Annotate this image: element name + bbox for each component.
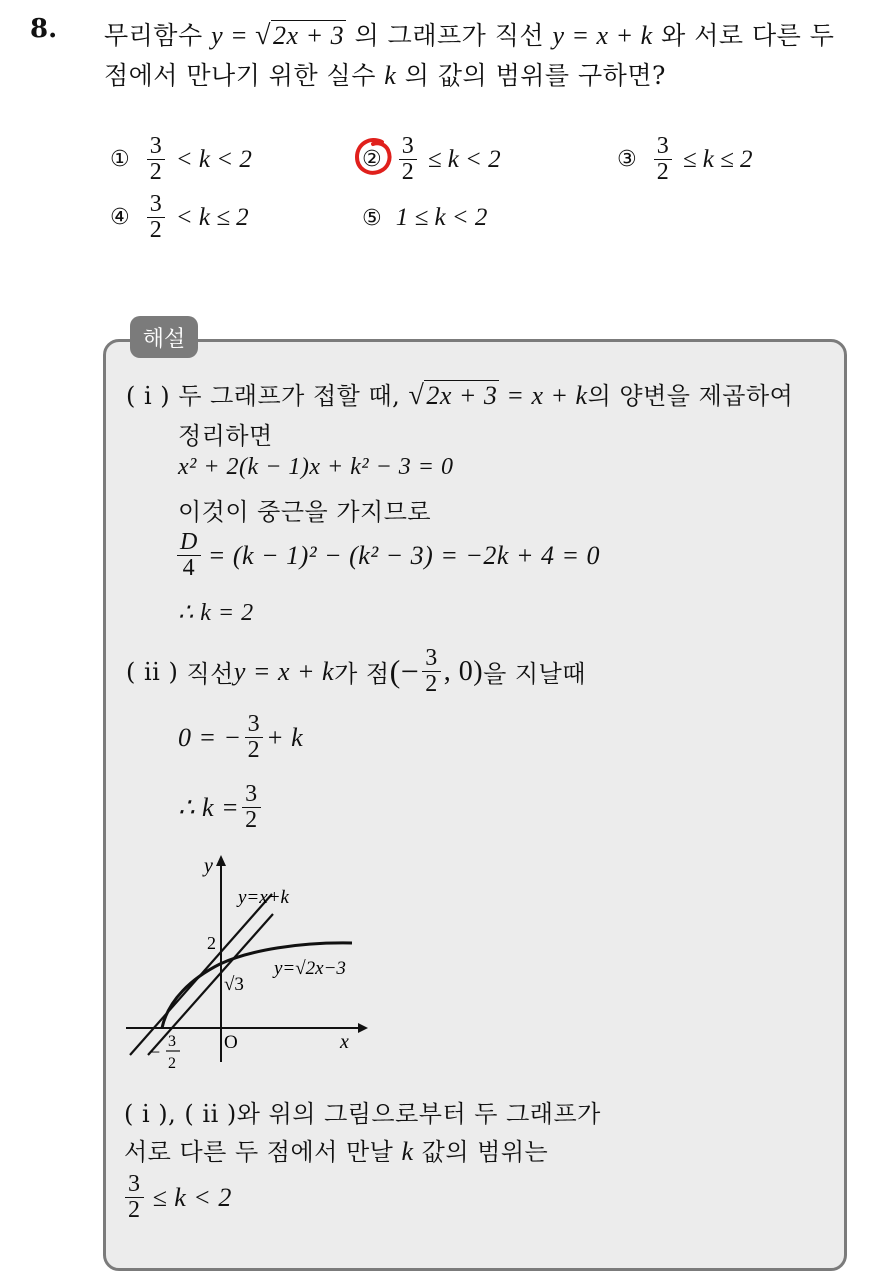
case-ii-eq-b: + k xyxy=(266,722,304,752)
solution-i-line1 xyxy=(126,376,793,412)
point-suffix: , 0) xyxy=(443,655,484,687)
neg-frac-den: 2 xyxy=(168,1055,176,1072)
solution-i-line2: 정리하면 xyxy=(178,422,273,450)
solution-ii-equation xyxy=(178,712,303,763)
solution-ii-result xyxy=(178,782,264,833)
question-text-1c: 와 서로 다른 두 xyxy=(652,21,835,50)
sqrt-expression xyxy=(255,20,346,52)
conclusion-inequality: ≤ k < 2 xyxy=(152,1182,232,1212)
point-fraction xyxy=(422,646,441,697)
fraction-denominator: 4 xyxy=(182,555,196,582)
fraction-denominator: 2 xyxy=(149,159,162,186)
fraction-denominator: 2 xyxy=(425,671,438,698)
conclusion-answer xyxy=(122,1172,232,1223)
discriminant-equation: = (k − 1)² − (k² − 3) = −2k + 4 = 0 xyxy=(207,540,601,570)
case-i-radicand: 2x + 3 xyxy=(426,381,498,410)
fraction-denominator: 2 xyxy=(401,159,414,186)
option-5[interactable] xyxy=(362,204,487,232)
solution-ii-line1 xyxy=(126,646,586,697)
question-text-2a: 점에서 만나기 위한 실수 xyxy=(104,61,385,90)
fraction-denominator: 2 xyxy=(149,217,162,244)
fraction-numerator: 3 xyxy=(147,192,165,218)
fraction-numerator: 3 xyxy=(654,134,672,160)
option-3-number: ③ xyxy=(617,147,637,173)
case-ii-eq-a: 0 = − xyxy=(178,722,242,752)
case-ii-line-equation: y = x + k xyxy=(233,656,335,686)
case-ii-result-fraction xyxy=(242,782,261,833)
case-ii-eq-fraction xyxy=(245,712,264,763)
origin-label: O xyxy=(224,1032,238,1053)
option-4-number: ④ xyxy=(110,205,130,231)
fraction-numerator: 3 xyxy=(125,1172,144,1198)
conclusion-line1: ( i ), ( ii )와 위의 그림으로부터 두 그래프가 xyxy=(124,1100,601,1128)
case-ii-text-a: 직선 xyxy=(186,660,234,689)
y-axis-label: y xyxy=(204,855,213,877)
option-1-number: ① xyxy=(110,147,130,173)
case-ii-label: ( ii ) xyxy=(126,657,179,686)
line-equation: y = x + k xyxy=(552,21,653,50)
option-2-fraction xyxy=(399,134,417,185)
radicand: 2x + 3 xyxy=(273,21,345,50)
option-4-inequality: < k ≤ 2 xyxy=(175,203,249,231)
conclusion-var-k: k xyxy=(401,1137,414,1166)
conclusion-text-a: 서로 다른 두 점에서 만날 xyxy=(124,1138,402,1166)
question-number: 8. xyxy=(30,14,58,44)
option-3-fraction xyxy=(654,134,672,185)
conclusion-fraction xyxy=(125,1172,144,1223)
case-i-label: ( i ) xyxy=(126,382,171,410)
case-i-sqrt xyxy=(408,380,499,412)
fraction-denominator: 2 xyxy=(128,1197,141,1224)
answer-circle-mark xyxy=(352,134,396,178)
y-axis-arrow xyxy=(216,855,226,866)
fraction-denominator: 2 xyxy=(247,737,261,764)
option-2-number: ② xyxy=(362,147,382,173)
option-5-number: ⑤ xyxy=(362,205,382,231)
question-line-1 xyxy=(104,16,834,52)
case-i-text-c: 의 양변을 제곱하여 xyxy=(587,382,794,410)
option-4-fraction xyxy=(147,192,165,243)
fraction-numerator: 3 xyxy=(399,134,417,160)
case-i-equation: = x + k xyxy=(499,381,588,410)
solution-i-discriminant xyxy=(174,530,600,581)
case-i-text-a: 두 그래프가 접할 때, xyxy=(178,382,409,410)
fraction-denominator: 2 xyxy=(245,807,258,834)
tick-label-2: 2 xyxy=(207,933,216,953)
fraction-numerator: 3 xyxy=(242,782,261,808)
option-1[interactable] xyxy=(110,134,252,185)
option-3-inequality: ≤ k ≤ 2 xyxy=(682,145,753,173)
fraction-numerator: 3 xyxy=(422,646,441,672)
solution-tab: 해설 xyxy=(130,316,198,358)
option-5-inequality: 1 ≤ k < 2 xyxy=(395,204,488,231)
x-axis-label: x xyxy=(340,1031,349,1053)
conclusion-text-b: 값의 범위는 xyxy=(413,1138,549,1166)
question-text-1a: 무리함수 xyxy=(104,21,212,50)
line-label: y=x+k xyxy=(238,887,289,908)
option-1-inequality: < k < 2 xyxy=(175,145,252,173)
option-3[interactable] xyxy=(617,134,753,185)
point-prefix: (− xyxy=(389,653,420,690)
conclusion-line2 xyxy=(124,1132,548,1167)
question-text-2b: 의 값의 범위를 구하면? xyxy=(396,61,666,90)
x-axis-arrow xyxy=(358,1023,368,1033)
case-ii-text-c: 을 지날때 xyxy=(483,660,586,689)
function-lhs: y = xyxy=(211,21,256,50)
fraction-numerator: D xyxy=(177,530,201,556)
radical-sign: √ xyxy=(408,380,425,411)
fraction-denominator: 2 xyxy=(656,159,669,186)
option-4[interactable] xyxy=(110,192,249,243)
curve-label: y=√2x−3 xyxy=(274,958,346,979)
neg-frac-num: 3 xyxy=(168,1033,176,1050)
fraction-numerator: 3 xyxy=(245,712,264,738)
tick-label-sqrt3: √3 xyxy=(224,974,244,995)
discriminant-fraction xyxy=(177,530,201,581)
variable-k: k xyxy=(384,61,397,90)
case-ii-text-b: 가 점 xyxy=(334,660,390,689)
question-text-1b: 의 그래프가 직선 xyxy=(346,21,553,50)
solution-i-result: ∴ k = 2 xyxy=(178,600,254,626)
radical-sign: √ xyxy=(255,20,272,51)
case-ii-result-a: ∴ k = xyxy=(178,792,240,822)
solution-graph xyxy=(120,850,380,1080)
question-line-2 xyxy=(104,56,666,92)
option-1-fraction xyxy=(147,134,165,185)
solution-i-line4: 이것이 중근을 가지므로 xyxy=(178,498,432,526)
neg-sign: − xyxy=(150,1042,161,1062)
option-2-inequality: ≤ k < 2 xyxy=(427,145,501,173)
solution-i-quadratic: x² + 2(k − 1)x + k² − 3 = 0 xyxy=(178,454,454,480)
fraction-numerator: 3 xyxy=(147,134,165,160)
